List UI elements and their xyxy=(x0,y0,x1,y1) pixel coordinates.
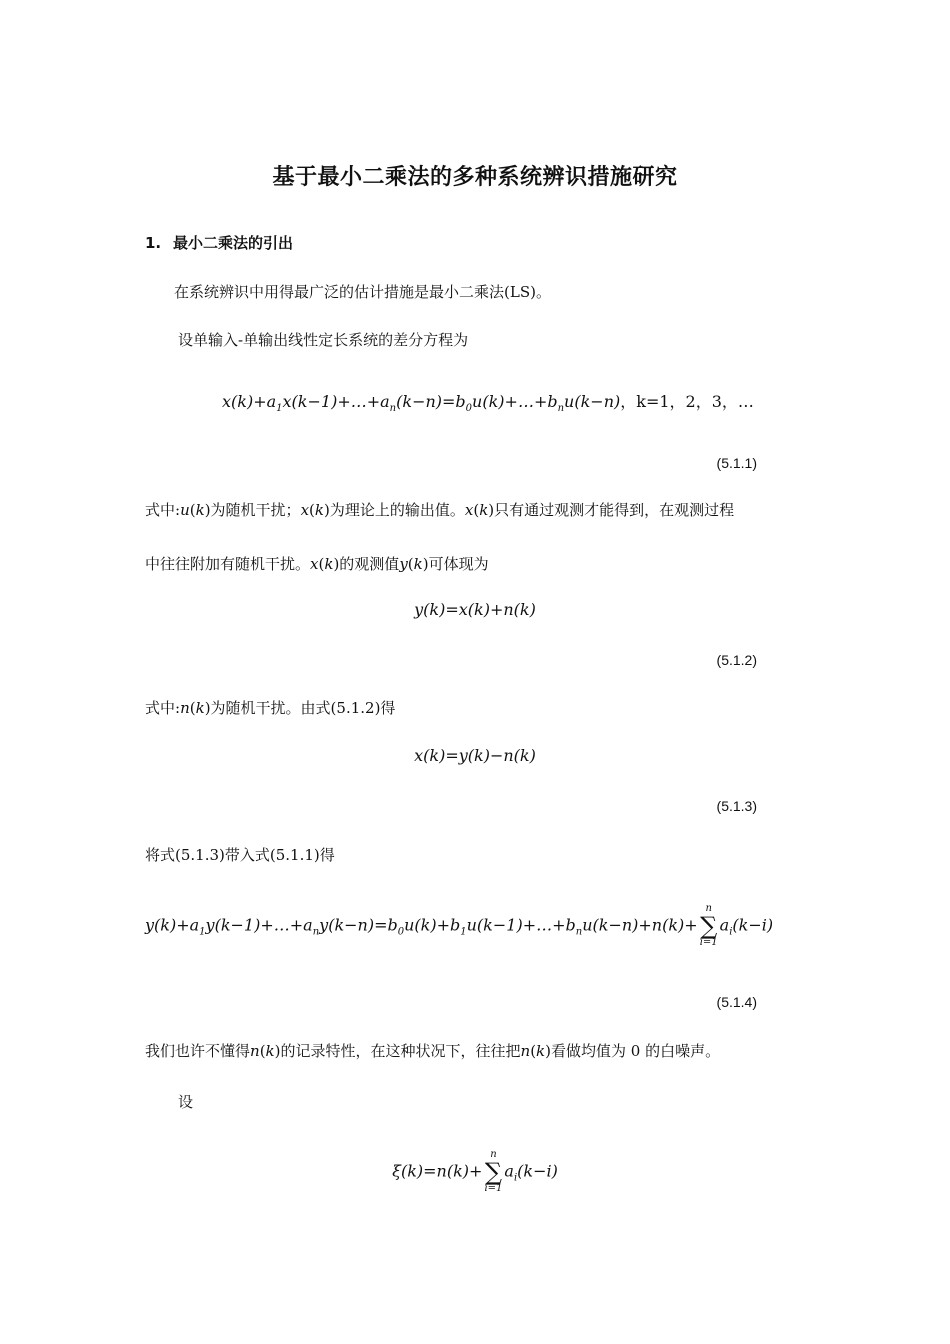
paragraph-noise: 式中:n(k)为随机干扰。由式(5.1.2)得 xyxy=(145,699,396,717)
paragraph-let: 设 xyxy=(178,1093,194,1111)
equation-number-5-1-3: (5.1.3) xyxy=(716,798,757,814)
paragraph-definitions-line2: 中往往附加有随机干扰。x(k)的观测值y(k)可体现为 xyxy=(145,555,489,573)
paragraph-substitute: 将式(5.1.3)带入式(5.1.1)得 xyxy=(145,846,335,864)
equation-number-5-1-4: (5.1.4) xyxy=(716,994,757,1010)
paragraph-definitions-line1: 式中:u(k)为随机干扰；x(k)为理论上的输出值。x(k)只有通过观测才能得到，在观测过程 xyxy=(145,501,735,519)
equation-5-1-4: $y(k)+a_1y(k-1)+\dots+a_ny(k-n)=b_0u(k)+b_1u(k-1)+\dots+b_nu(k-n)+n(k)+$ n ∑ i=1 $a_i(k-i)$ xyxy=(145,903,774,948)
equation-number-5-1-2: (5.1.2) xyxy=(716,652,757,668)
equation-5-1-1-range: ，k=1，2，3，… xyxy=(620,392,754,411)
equation-5-1-1: $x(k)+a_1x(k-1)+\dots+a_n(k-n)=b_0u(k)+\dots+b_nu(k-n)$，k=1，2，3，… xyxy=(222,392,754,415)
paragraph-setup: 设单输入-单输出线性定长系统的差分方程为 xyxy=(178,331,469,349)
equation-xi: ξ(k)=n(k)+ n ∑ i=1 $a_i(k-i)$ xyxy=(392,1149,558,1194)
paragraph-white-noise: 我们也许不懂得n(k)的记录特性，在这种状况下，往往把n(k)看做均值为 0 的白噪声。 xyxy=(145,1042,721,1060)
summation-symbol: n ∑ i=1 xyxy=(699,903,718,948)
section-heading xyxy=(145,232,293,253)
equation-number-5-1-1: (5.1.1) xyxy=(716,455,757,471)
section-number: 1. xyxy=(145,234,162,252)
document-title: 基于最小二乘法的多种系统辨识措施研究 xyxy=(272,165,678,190)
equation-5-1-2: y(k)=x(k)+n(k) xyxy=(414,600,536,619)
paragraph-intro: 在系统辨识中用得最广泛的估计措施是最小二乘法(LS)。 xyxy=(174,283,551,301)
summation-symbol-xi: n ∑ i=1 xyxy=(484,1149,503,1194)
equation-5-1-3: x(k)=y(k)−n(k) xyxy=(414,746,536,765)
section-label: 最小二乘法的引出 xyxy=(173,234,294,252)
